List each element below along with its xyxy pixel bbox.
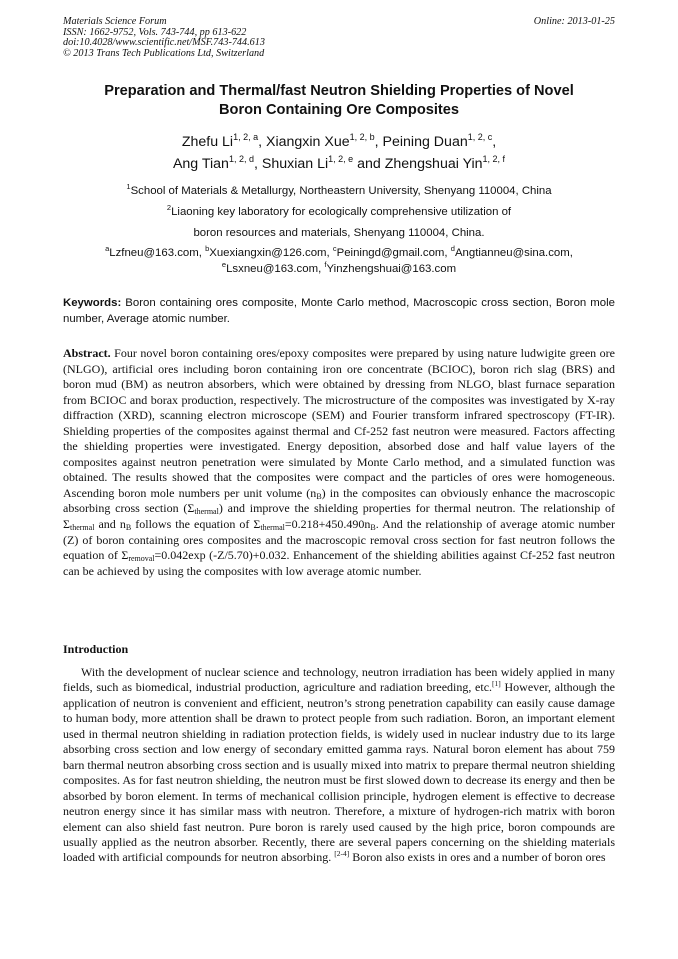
author-affil-sup: 1, 2, e bbox=[328, 154, 354, 164]
keywords-label: Keywords: bbox=[63, 297, 122, 309]
email-link[interactable]: Lzfneu@163.com, bbox=[109, 247, 206, 259]
email-sup: c bbox=[332, 244, 337, 253]
journal-header bbox=[63, 17, 265, 59]
abstract-text: . And the relationship of average atomic number (Z) of boron containing ores composites and the macroscopic removal cross section for fast neutron follows the equation of Σ bbox=[63, 517, 615, 563]
affiliation-sup: 2 bbox=[166, 203, 172, 212]
title-line-1: Preparation and Thermal/fast Neutron Shielding Properties of Novel bbox=[104, 83, 574, 99]
author-separator: , bbox=[492, 134, 497, 150]
affiliation-text: Liaoning key laboratory for ecologically comprehensive utilization of bbox=[171, 206, 512, 218]
email-sup: e bbox=[221, 259, 227, 269]
abstract-text: =0.218+450.490n bbox=[284, 517, 371, 532]
author-separator: , bbox=[258, 134, 266, 150]
author-name: Xiangxin Xue bbox=[266, 134, 350, 150]
author-affil-sup: 1, 2, a bbox=[233, 132, 259, 142]
subscript: B bbox=[370, 523, 376, 533]
copyright-line: © 2013 Trans Tech Publications Ltd, Switzerland bbox=[63, 47, 265, 59]
author-affil-sup: 1, 2, b bbox=[349, 132, 375, 142]
abstract-text: and n bbox=[94, 517, 126, 532]
doi-line[interactable]: doi:10.4028/www.scientific.net/MSF.743-744.613 bbox=[63, 37, 265, 49]
author-line-2 bbox=[63, 153, 615, 175]
subscript: removal bbox=[128, 554, 155, 564]
abstract-text: ) in the composites can obviously enhance the macroscopic absorbing cross section (Σ bbox=[63, 485, 616, 516]
introduction-heading: Introduction bbox=[63, 642, 129, 656]
email-line-1 bbox=[63, 246, 615, 262]
subscript: thermal bbox=[69, 523, 95, 533]
subscript: thermal bbox=[194, 507, 219, 517]
author-separator: , bbox=[253, 156, 262, 172]
issn-line: ISSN: 1662-9752, Vols. 743-744, pp 613-622 bbox=[63, 26, 247, 38]
affiliations bbox=[63, 181, 615, 244]
email-link[interactable]: Peiningd@gmail.com, bbox=[336, 247, 451, 259]
abstract-section bbox=[63, 346, 615, 579]
author-affil-sup: 1, 2, d bbox=[228, 154, 254, 164]
abstract-text: Four novel boron containing ores/epoxy composites were prepared by using nature ludwigite green ore (NLGO), artificial ores including boron containing iron ore concentrate (BCIOC), boron rich slag (BRS) and boron mud (BM) as neutron absorbers, which were obtained by dressing from NLGO, blast furnace separation from BCIOC and borax production, respectively. The microstructure of the composites was investigated by X-ray diffraction (XRD), scanning electron microscope (SEM) and Fourier transform infrared spectroscopy (FT-IR). Shielding properties of the composites against thermal and Cf-252 fast neutron were measured. Factors affecting the shielding properties were investigated. Energy deposition, absorbed dose and half value layers of the composites against neutron penetration were simulated by Monte Carlo method, and a simulated function was obtained. The results showed that the composites were compact and the particles of ores were homogeneous. Ascending boron mole numbers per unit volume (n bbox=[63, 346, 615, 500]
author-name: Zhefu Li bbox=[181, 134, 234, 150]
email-sup: d bbox=[450, 244, 455, 253]
citation-ref[interactable]: [1] bbox=[492, 679, 501, 689]
email-link[interactable]: Lsxneu@163.com, bbox=[226, 262, 325, 275]
author-line-1 bbox=[63, 131, 615, 153]
email-sup: f bbox=[324, 259, 327, 269]
introduction-paragraph bbox=[63, 665, 615, 866]
title-line-2: Boron Containing Ore Composites bbox=[219, 102, 459, 118]
author-name: Zhengshuai Yin bbox=[384, 156, 483, 172]
email-list bbox=[63, 246, 615, 277]
affiliation-sup: 1 bbox=[126, 182, 131, 191]
keywords-text: Boron containing ores composite, Monte Carlo method, Macroscopic cross section, Boron mole number, Average atomic number. bbox=[63, 297, 615, 325]
subscript: thermal bbox=[260, 523, 285, 533]
email-sup: b bbox=[205, 244, 210, 253]
author-list bbox=[63, 131, 615, 175]
email-line-2 bbox=[63, 259, 615, 278]
email-sup: a bbox=[105, 244, 110, 253]
body-text: With the development of nuclear science and technology, neutron irradiation has been widely applied in many fields, such as biomedical, industrial production, agriculture and radiation breeding, etc. bbox=[63, 665, 615, 695]
affiliation-2-cont: boron resources and materials, Shenyang 110004, China. bbox=[193, 227, 485, 239]
author-name: Ang Tian bbox=[172, 156, 229, 172]
affiliation-text: School of Materials & Metallurgy, Northeastern University, Shenyang 110004, China bbox=[130, 185, 552, 197]
abstract-text: ) and improve the shielding properties for thermal neutron. The relationship of Σ bbox=[63, 501, 615, 532]
body-text: However, although the application of neutron is convenient and efficient, neutron’s strong penetration capability can easily cause damage to human body, more attention shall be drawn to protect people from such radiation. Boron, an important element used in thermal neutron shielding in radiation protection fields, is widely used in nuclear industry due to its large absorbing cross section and low energy of secondary emitted gamma rays. Natural boron element has about 759 barn thermal neutron absorbing cross section and is usually mixed into matrix to prepare thermal neutron shielding composites. As for fast neutron shielding, the neutron must be first slowed down to decrease its energy and then be absorbed by boron element. In terms of mechanical collision principle, hydrogen element is effective to decrease neutron energy since it has similar mass with neutron. Therefore, a mixture of hydrogen-rich matrix with boron element can also shield fast neutron. Pure boron is rarely used caused by the high price, boron compounds are usually applied as the neutron absorber. Recently, there are several papers concerning on the shielding materials loaded with artificial compounds for neutron absorbing. bbox=[63, 680, 616, 865]
author-name: Shuxian Li bbox=[261, 156, 329, 172]
abstract-text: =0.042exp (-Z/5.70)+0.032. Enhancement of the shielding abilities against Cf-252 fast neutron can be achieved by using the composites with low average atomic number. bbox=[63, 548, 615, 578]
author-separator: , bbox=[374, 134, 383, 150]
body-text: Boron also exists in ores and a number of boron ores bbox=[349, 850, 606, 865]
email-link[interactable]: Xuexiangxin@126.com, bbox=[209, 247, 333, 259]
paper-title bbox=[63, 82, 615, 120]
abstract-text: follows the equation of Σ bbox=[131, 517, 261, 532]
keywords-section bbox=[63, 296, 615, 327]
author-separator: and bbox=[353, 156, 385, 172]
email-link[interactable]: Yinzhengshuai@163.com bbox=[326, 262, 457, 275]
journal-name: Materials Science Forum bbox=[63, 16, 167, 27]
affiliation-1 bbox=[63, 181, 615, 202]
subscript: B bbox=[316, 491, 322, 501]
author-name: Peining Duan bbox=[382, 134, 468, 150]
abstract-label: Abstract. bbox=[63, 346, 111, 360]
email-link[interactable]: Angtianneu@sina.com, bbox=[454, 247, 573, 259]
author-affil-sup: 1, 2, f bbox=[482, 154, 506, 164]
subscript: B bbox=[125, 523, 132, 533]
citation-ref[interactable]: [2-4] bbox=[334, 849, 350, 859]
author-affil-sup: 1, 2, c bbox=[467, 132, 493, 142]
affiliation-2 bbox=[63, 202, 615, 223]
online-date: Online: 2013-01-25 bbox=[533, 16, 615, 27]
